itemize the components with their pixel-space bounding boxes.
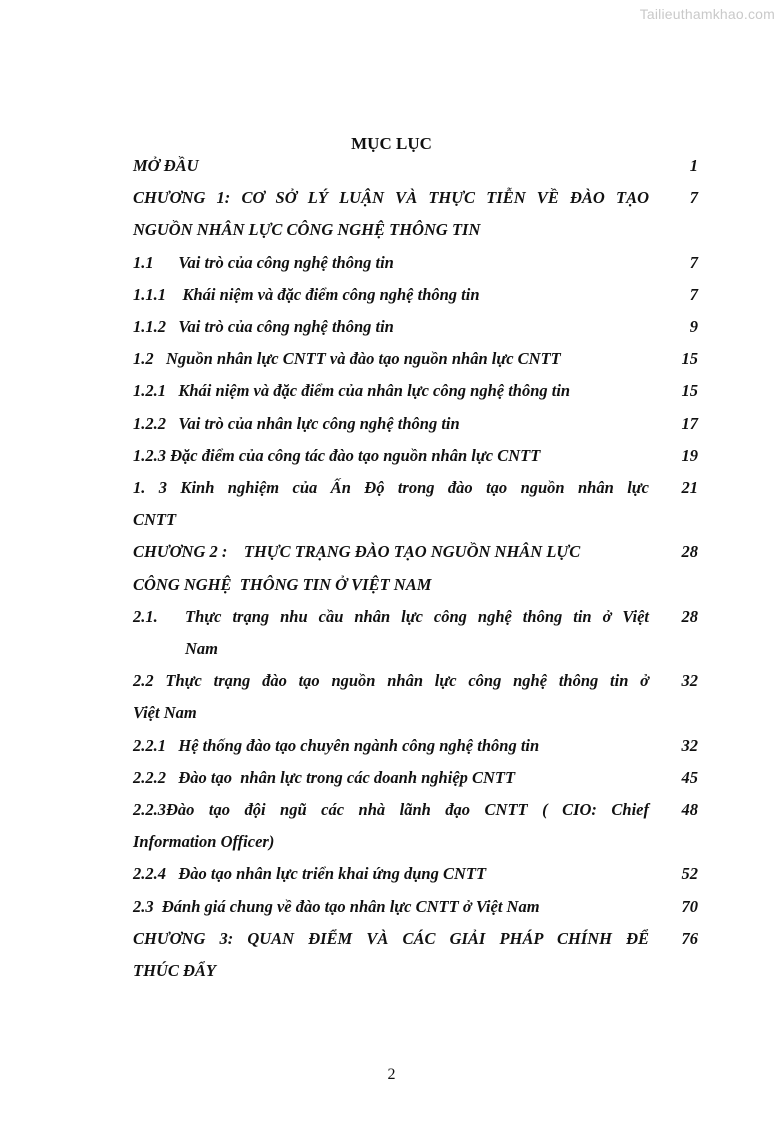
toc-entry-text-cont: THÚC ĐẨY xyxy=(133,961,216,981)
toc-entry-1-2-1[interactable] xyxy=(133,375,698,407)
toc-entry-1-2[interactable] xyxy=(133,343,698,375)
toc-entry-2-2-3[interactable] xyxy=(133,794,698,858)
toc-entry-text: CHƯƠNG 1: CƠ SỞ LÝ LUẬN VÀ THỰC TIỄN VỀ ĐÀO TẠO xyxy=(133,188,649,208)
toc-entry-text: 1.2.3 Đặc điểm của công tác đào tạo nguồn nhân lực CNTT xyxy=(133,445,541,465)
toc-page-number: 70 xyxy=(681,896,698,916)
toc-entry-1-2-3[interactable] xyxy=(133,440,698,472)
toc-entry-text: 2.2.4 Đào tạo nhân lực triển khai ứng dụng CNTT xyxy=(133,864,487,884)
toc-page-number: 7 xyxy=(689,252,698,272)
toc-entry-1-3[interactable] xyxy=(133,472,698,536)
toc-entry-mo-dau[interactable] xyxy=(133,150,698,182)
toc-entry-text: 1.2.1 Khái niệm và đặc điểm của nhân lực công nghệ thông tin xyxy=(133,381,571,401)
toc-entry-text-cont: CÔNG NGHỆ THÔNG TIN Ở VIỆT NAM xyxy=(133,574,432,594)
toc-page-number: 15 xyxy=(681,381,698,401)
toc-page-number: 19 xyxy=(681,445,698,465)
toc-page-number: 76 xyxy=(681,928,698,948)
toc-entry-text: 1.2.2 Vai trò của nhân lực công nghệ thông tin xyxy=(133,413,460,433)
toc-page-number: 7 xyxy=(689,284,698,304)
toc-page-number: 48 xyxy=(681,800,698,820)
toc-entry-chuong-3[interactable] xyxy=(133,923,698,987)
toc-page-number: 7 xyxy=(689,188,698,208)
toc-page-number: 1 xyxy=(689,156,698,175)
table-of-contents xyxy=(133,150,698,987)
toc-entry-text: 1.1.2 Vai trò của công nghệ thông tin xyxy=(133,317,394,337)
toc-entry-text: 1. 3 Kinh nghiệm của Ấn Độ trong đào tạo nguồn nhân lực xyxy=(133,478,649,498)
toc-page-number: 15 xyxy=(681,349,698,369)
toc-title: MỤC LỤC xyxy=(351,134,432,153)
toc-entry-1-2-2[interactable] xyxy=(133,408,698,440)
toc-page-number: 28 xyxy=(681,606,698,626)
toc-entry-text: Thực trạng nhu cầu nhân lực công nghệ thông tin ở Việt xyxy=(185,606,649,626)
toc-entry-text: 2.2.2 Đào tạo nhân lực trong các doanh nghiệp CNTT xyxy=(133,767,516,787)
toc-entry-text: 1.1.1 Khái niệm và đặc điểm công nghệ thông tin xyxy=(133,284,480,304)
toc-entry-text-cont: NGUỒN NHÂN LỰC CÔNG NGHỆ THÔNG TIN xyxy=(133,220,481,240)
toc-entry-text: MỞ ĐẦU xyxy=(133,156,199,175)
toc-page-number: 32 xyxy=(681,671,698,691)
page-number: 2 xyxy=(387,1066,396,1083)
toc-page-number: 32 xyxy=(681,735,698,755)
toc-entry-text: 1.1 Vai trò của công nghệ thông tin xyxy=(133,252,394,272)
toc-entry-2-2-4[interactable] xyxy=(133,858,698,890)
toc-entry-2-2-1[interactable] xyxy=(133,730,698,762)
toc-entry-text-cont: Information Officer) xyxy=(133,832,275,852)
toc-entry-text: 2.3 Đánh giá chung về đào tạo nhân lực CNTT ở Việt Nam xyxy=(133,896,540,916)
toc-entry-text: CHƯƠNG 2 : THỰC TRẠNG ĐÀO TẠO NGUỒN NHÂN LỰC xyxy=(133,542,581,562)
toc-entry-2-1[interactable] xyxy=(133,601,698,665)
toc-page-number: 52 xyxy=(681,864,698,884)
toc-entry-text: CHƯƠNG 3: QUAN ĐIỂM VÀ CÁC GIẢI PHÁP CHÍNH ĐỂ xyxy=(133,928,649,948)
toc-page-number: 9 xyxy=(689,317,698,337)
toc-entry-2-3[interactable] xyxy=(133,891,698,923)
toc-page-number: 28 xyxy=(681,542,698,562)
toc-entry-1-1-2[interactable] xyxy=(133,311,698,343)
toc-entry-text: 2.2 Thực trạng đào tạo nguồn nhân lực công nghệ thông tin ở xyxy=(133,671,649,691)
toc-entry-text-cont: CNTT xyxy=(133,510,177,530)
toc-entry-number: 2.1. xyxy=(133,606,158,626)
watermark: Tailieuthamkhao.com xyxy=(639,6,775,22)
toc-entry-text-cont: Việt Nam xyxy=(133,703,197,723)
toc-page-number: 17 xyxy=(681,413,698,433)
toc-entry-1-1[interactable] xyxy=(133,247,698,279)
toc-entry-text-cont: Nam xyxy=(185,639,218,659)
toc-entry-text: 2.2.3Đào tạo đội ngũ các nhà lãnh đạo CNTT ( CIO: Chief xyxy=(133,800,649,820)
toc-entry-2-2[interactable] xyxy=(133,665,698,729)
toc-page-number: 21 xyxy=(681,478,698,498)
toc-entry-chuong-1[interactable] xyxy=(133,182,698,246)
toc-entry-2-2-2[interactable] xyxy=(133,762,698,794)
toc-page-number: 45 xyxy=(681,767,698,787)
toc-entry-text: 2.2.1 Hệ thống đào tạo chuyên ngành công nghệ thông tin xyxy=(133,735,540,755)
toc-entry-text: 1.2 Nguồn nhân lực CNTT và đào tạo nguồn nhân lực CNTT xyxy=(133,349,561,369)
toc-entry-chuong-2[interactable] xyxy=(133,536,698,600)
toc-entry-1-1-1[interactable] xyxy=(133,279,698,311)
